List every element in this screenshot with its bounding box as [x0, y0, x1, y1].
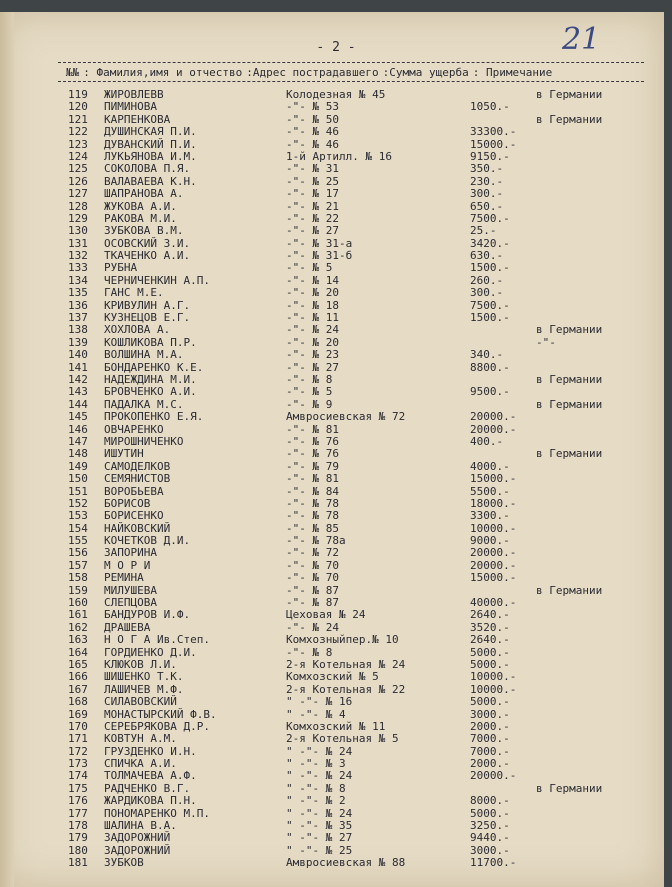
row-damage-sum: 2000.- — [470, 719, 510, 733]
row-number: 152 — [68, 496, 88, 510]
row-name: ЗАДОРОЖНИЙ — [104, 843, 171, 857]
row-name: ВОЛШИНА М.А. — [104, 348, 184, 362]
row-address: 1-й Артилл. № 16 — [286, 149, 392, 163]
row-address: " -"- № 24 — [286, 769, 353, 783]
row-damage-sum: 25.- — [470, 224, 497, 238]
table-row — [0, 101, 672, 113]
row-name: МИРОШНИЧЕНКО — [104, 434, 184, 448]
row-number: 169 — [68, 707, 88, 721]
table-row — [0, 126, 672, 138]
row-damage-sum: 5000.- — [470, 657, 510, 671]
header-damage: :Сумма ущерба — [382, 66, 469, 79]
row-address: -"- № 18 — [286, 298, 339, 312]
table-row — [0, 386, 672, 398]
table-row — [0, 733, 672, 745]
row-note: в Германии — [536, 397, 603, 411]
row-number: 131 — [68, 236, 88, 250]
table-row — [0, 163, 672, 175]
row-damage-sum: 18000.- — [470, 496, 517, 510]
row-address: -"- № 81 — [286, 422, 339, 436]
row-number: 173 — [68, 757, 88, 771]
table-row — [0, 411, 672, 423]
row-number: 143 — [68, 385, 88, 399]
row-note: в Германии — [536, 112, 603, 126]
row-address: Комхозский № 11 — [286, 719, 386, 733]
row-address: -"- № 87 — [286, 583, 339, 597]
row-address: " -"- № 16 — [286, 695, 353, 709]
row-number: 149 — [68, 459, 88, 473]
row-name: САМОДЕЛКОВ — [104, 459, 171, 473]
row-address: " -"- № 4 — [286, 707, 346, 721]
row-name: ЛАШИЧЕВ М.Ф. — [104, 682, 184, 696]
row-name: ИШУТИН — [104, 447, 144, 461]
row-number: 141 — [68, 360, 88, 374]
row-damage-sum: 300.- — [470, 187, 504, 201]
row-name: НАДЕЖДИНА М.И. — [104, 372, 197, 386]
header-name: : Фамилия,имя и отчество — [83, 66, 243, 79]
row-number: 136 — [68, 298, 88, 312]
row-name: ДРАШЕВА — [104, 620, 151, 634]
row-damage-sum: 11700.- — [470, 856, 517, 870]
header-rule-bottom — [58, 81, 644, 82]
row-damage-sum: 3000.- — [470, 707, 510, 721]
row-damage-sum: 3000.- — [470, 843, 510, 857]
row-number: 162 — [68, 620, 88, 634]
header-num: №№ — [66, 66, 80, 79]
row-name: ГРУЗДЕНКО И.Н. — [104, 744, 197, 758]
table-row — [0, 473, 672, 485]
row-address: -"- № 46 — [286, 125, 339, 139]
row-number: 139 — [68, 335, 88, 349]
row-damage-sum: 10000.- — [470, 521, 517, 535]
row-number: 123 — [68, 137, 88, 151]
row-damage-sum: 340.- — [470, 348, 504, 362]
row-address: " -"- № 24 — [286, 806, 353, 820]
row-number: 144 — [68, 397, 88, 411]
row-name: ПИМИНОВА — [104, 100, 157, 114]
row-number: 121 — [68, 112, 88, 126]
row-note: в Германии — [536, 583, 603, 597]
row-name: МОНАСТЫРСКИЙ Ф.В. — [104, 707, 217, 721]
table-row — [0, 225, 672, 237]
header-rule-top — [58, 62, 644, 63]
row-address: " -"- № 24 — [286, 744, 353, 758]
row-address: 2-я Котельная № 24 — [286, 657, 406, 671]
row-number: 133 — [68, 261, 88, 275]
row-name: ТОЛМАЧЕВА А.Ф. — [104, 769, 197, 783]
row-address: -"- № 23 — [286, 348, 339, 362]
row-number: 159 — [68, 583, 88, 597]
table-row — [0, 547, 672, 559]
table-row — [0, 857, 672, 869]
row-damage-sum: 260.- — [470, 273, 504, 287]
row-number: 127 — [68, 187, 88, 201]
row-name: ОВЧАРЕНКО — [104, 422, 164, 436]
row-name: ГОРДИЕНКО Д.И. — [104, 645, 197, 659]
row-damage-sum: 1050.- — [470, 100, 510, 114]
row-name: КЛЮКОВ Л.И. — [104, 657, 177, 671]
row-name: ЛУКЬЯНОВА И.М. — [104, 149, 197, 163]
row-number: 135 — [68, 286, 88, 300]
row-address: -"- № 78 — [286, 496, 339, 510]
row-name: ШИШЕНКО Т.К. — [104, 670, 184, 684]
row-name: ЗУБКОВА В.М. — [104, 224, 184, 238]
row-name: КОШЛИКОВА П.Р. — [104, 335, 197, 349]
row-number: 156 — [68, 546, 88, 560]
row-number: 164 — [68, 645, 88, 659]
row-number: 130 — [68, 224, 88, 238]
row-name: ГАНС М.Е. — [104, 286, 164, 300]
row-number: 145 — [68, 410, 88, 424]
row-name: ЗАПОРИНА — [104, 546, 157, 560]
row-name: М О Р И — [104, 558, 151, 572]
row-number: 142 — [68, 372, 88, 386]
row-name: КАРПЕНКОВА — [104, 112, 171, 126]
archive-page-number: 21 — [562, 22, 601, 57]
row-note: в Германии — [536, 372, 603, 386]
row-number: 177 — [68, 806, 88, 820]
row-address: -"- № 27 — [286, 224, 339, 238]
row-name: РАДЧЕНКО В.Г. — [104, 781, 191, 795]
row-number: 172 — [68, 744, 88, 758]
row-name: СЕРЕБРЯКОВА Д.Р. — [104, 719, 210, 733]
row-name: БРОВЧЕНКО А.И. — [104, 385, 197, 399]
row-number: 181 — [68, 856, 88, 870]
page-number: - 2 - — [316, 40, 356, 55]
row-address: Амвросиевская № 72 — [286, 410, 406, 424]
row-address: " -"- № 27 — [286, 831, 353, 845]
row-damage-sum: 2000.- — [470, 757, 510, 771]
row-name: ДУШИНСКАЯ П.И. — [104, 125, 197, 139]
row-address: -"- № 85 — [286, 521, 339, 535]
row-number: 158 — [68, 571, 88, 585]
row-number: 119 — [68, 88, 88, 101]
row-damage-sum: 2640.- — [470, 608, 510, 622]
row-address: -"- № 24 — [286, 323, 339, 337]
row-address: Комхозский № 5 — [286, 670, 379, 684]
row-address: " -"- № 8 — [286, 781, 346, 795]
row-name: ДУВАНСКИЙ П.И. — [104, 137, 197, 151]
row-damage-sum: 20000.- — [470, 410, 517, 424]
row-address: -"- № 31-а — [286, 236, 353, 250]
row-damage-sum: 3250.- — [470, 819, 510, 833]
row-damage-sum: 9500.- — [470, 385, 510, 399]
row-address: -"- № 78 — [286, 509, 339, 523]
row-damage-sum: 7000.- — [470, 732, 510, 746]
row-name: МИЛУШЕВА — [104, 583, 157, 597]
row-name: ОСОВСКИЙ З.И. — [104, 236, 191, 250]
row-damage-sum: 33300.- — [470, 125, 517, 139]
row-address: -"- № 87 — [286, 596, 339, 610]
row-name: БОРИСЕНКО — [104, 509, 164, 523]
row-damage-sum: 10000.- — [470, 682, 517, 696]
row-damage-sum: 10000.- — [470, 670, 517, 684]
row-address: -"- № 31 — [286, 162, 339, 176]
row-damage-sum: 5500.- — [470, 484, 510, 498]
row-address: Амвросиевская № 88 — [286, 856, 406, 870]
row-damage-sum: 7000.- — [470, 744, 510, 758]
row-name: СЛЕПЦОВА — [104, 596, 157, 610]
row-name: ЗАДОРОЖНИЙ — [104, 831, 171, 845]
row-name: ПАДАЛКА М.С. — [104, 397, 184, 411]
row-number: 147 — [68, 434, 88, 448]
row-damage-sum: 630.- — [470, 249, 504, 263]
row-address: -"- № 76 — [286, 434, 339, 448]
row-damage-sum: 40000.- — [470, 596, 517, 610]
table-row — [0, 250, 672, 262]
row-address: -"- № 14 — [286, 273, 339, 287]
table-row — [0, 349, 672, 361]
row-number: 146 — [68, 422, 88, 436]
table-header — [66, 66, 556, 79]
row-address: -"- № 24 — [286, 620, 339, 634]
row-damage-sum: 400.- — [470, 434, 504, 448]
row-number: 166 — [68, 670, 88, 684]
table-row — [0, 510, 672, 522]
row-number: 165 — [68, 657, 88, 671]
row-name: КОЧЕТКОВ Д.И. — [104, 534, 191, 548]
row-damage-sum: 9150.- — [470, 149, 510, 163]
table-row — [0, 609, 672, 621]
row-address: -"- № 81 — [286, 472, 339, 486]
row-name: СЕМЯНИСТОВ — [104, 472, 171, 486]
row-number: 129 — [68, 211, 88, 225]
table-row — [0, 324, 672, 336]
row-number: 167 — [68, 682, 88, 696]
row-name: ПРОКОПЕНКО Е.Я. — [104, 410, 204, 424]
row-name: ПОНОМАРЕНКО М.П. — [104, 806, 210, 820]
row-number: 126 — [68, 174, 88, 188]
table-row — [0, 374, 672, 386]
row-damage-sum: 20000.- — [470, 558, 517, 572]
row-address: -"- № 53 — [286, 100, 339, 114]
row-name: КОВТУН А.М. — [104, 732, 177, 746]
table-row — [0, 188, 672, 200]
row-number: 179 — [68, 831, 88, 845]
row-number: 151 — [68, 484, 88, 498]
row-number: 138 — [68, 323, 88, 337]
row-number: 180 — [68, 843, 88, 857]
row-number: 161 — [68, 608, 88, 622]
row-number: 168 — [68, 695, 88, 709]
row-name: ЖАРДИКОВА П.Н. — [104, 794, 197, 808]
row-address: -"- № 31-б — [286, 249, 353, 263]
row-address: -"- № 76 — [286, 447, 339, 461]
row-address: -"- № 5 — [286, 385, 333, 399]
row-address: -"- № 70 — [286, 558, 339, 572]
row-damage-sum: 15000.- — [470, 137, 517, 151]
row-number: 175 — [68, 781, 88, 795]
row-damage-sum: 20000.- — [470, 422, 517, 436]
row-address: 2-я Котельная № 22 — [286, 682, 406, 696]
row-address: -"- № 70 — [286, 571, 339, 585]
row-damage-sum: 3520.- — [470, 620, 510, 634]
row-number: 134 — [68, 273, 88, 287]
row-damage-sum: 300.- — [470, 286, 504, 300]
row-note: -"- — [536, 335, 556, 349]
row-name: ЧЕРНИЧЕНКИН А.П. — [104, 273, 210, 287]
row-name: СИЛАВОВСКИЙ — [104, 695, 177, 709]
row-address: -"- № 27 — [286, 360, 339, 374]
row-name: ЖИРОВЛЕВВ — [104, 88, 164, 101]
row-damage-sum: 1500.- — [470, 261, 510, 275]
row-address: -"- № 20 — [286, 335, 339, 349]
row-damage-sum: 4000.- — [470, 459, 510, 473]
row-address: -"- № 79 — [286, 459, 339, 473]
row-damage-sum: 1500.- — [470, 311, 510, 325]
row-number: 132 — [68, 249, 88, 263]
row-name: ЖУКОВА А.И. — [104, 199, 177, 213]
row-note: в Германии — [536, 88, 603, 101]
table-row — [0, 572, 672, 584]
row-damage-sum: 230.- — [470, 174, 504, 188]
row-address: -"- № 5 — [286, 261, 333, 275]
row-damage-sum: 3420.- — [470, 236, 510, 250]
row-number: 128 — [68, 199, 88, 213]
row-note: в Германии — [536, 447, 603, 461]
row-number: 148 — [68, 447, 88, 461]
row-address: -"- № 8 — [286, 645, 333, 659]
row-damage-sum: 15000.- — [470, 472, 517, 486]
row-address: Цеховая № 24 — [286, 608, 366, 622]
table-row — [0, 287, 672, 299]
table-row — [0, 696, 672, 708]
table-row — [0, 671, 672, 683]
row-damage-sum: 7500.- — [470, 211, 510, 225]
row-damage-sum: 650.- — [470, 199, 504, 213]
row-number: 157 — [68, 558, 88, 572]
row-name: КУЗНЕЦОВ Е.Г. — [104, 311, 191, 325]
table-row — [0, 262, 672, 274]
row-name: РАКОВА М.И. — [104, 211, 177, 225]
row-address: 2-я Котельная № 5 — [286, 732, 399, 746]
row-name: ВАЛАВАЕВА К.Н. — [104, 174, 197, 188]
row-address: -"- № 50 — [286, 112, 339, 126]
table-row — [0, 832, 672, 844]
row-address: Комхозныйпер.№ 10 — [286, 633, 399, 647]
row-damage-sum: 9000.- — [470, 534, 510, 548]
row-name: БОНДАРЕНКО К.Е. — [104, 360, 204, 374]
row-number: 125 — [68, 162, 88, 176]
row-name: ХОХЛОВА А. — [104, 323, 171, 337]
row-note: в Германии — [536, 323, 603, 337]
row-note: в Германии — [536, 781, 603, 795]
row-address: " -"- № 25 — [286, 843, 353, 857]
row-address: -"- № 20 — [286, 286, 339, 300]
table-row — [0, 795, 672, 807]
row-name: БОРИСОВ — [104, 496, 151, 510]
row-number: 170 — [68, 719, 88, 733]
row-name: РУБНА — [104, 261, 138, 275]
row-number: 122 — [68, 125, 88, 139]
row-number: 160 — [68, 596, 88, 610]
row-address: -"- № 17 — [286, 187, 339, 201]
row-address: -"- № 9 — [286, 397, 333, 411]
table-row — [0, 634, 672, 646]
row-damage-sum: 5000.- — [470, 695, 510, 709]
row-damage-sum: 3300.- — [470, 509, 510, 523]
row-damage-sum: 8000.- — [470, 794, 510, 808]
header-address: :Адрес пострадавшего — [246, 66, 379, 79]
row-address: " -"- № 3 — [286, 757, 346, 771]
row-name: СПИЧКА А.И. — [104, 757, 177, 771]
row-number: 174 — [68, 769, 88, 783]
row-damage-sum: 5000.- — [470, 806, 510, 820]
victim-list — [0, 89, 672, 870]
row-number: 137 — [68, 311, 88, 325]
row-name: ШАЛИНА В.А. — [104, 819, 177, 833]
row-damage-sum: 8800.- — [470, 360, 510, 374]
row-damage-sum: 9440.- — [470, 831, 510, 845]
row-damage-sum: 20000.- — [470, 769, 517, 783]
row-name: НАЙКОВСКИЙ — [104, 521, 171, 535]
row-name: БАНДУРОВ И.Ф. — [104, 608, 191, 622]
row-number: 150 — [68, 472, 88, 486]
row-damage-sum: 20000.- — [470, 546, 517, 560]
row-damage-sum: 7500.- — [470, 298, 510, 312]
row-address: -"- № 78а — [286, 534, 346, 548]
row-name: ВОРОБЬЕВА — [104, 484, 164, 498]
row-address: -"- № 46 — [286, 137, 339, 151]
row-number: 171 — [68, 732, 88, 746]
row-address: Колодезная № 45 — [286, 88, 386, 101]
row-address: -"- № 8 — [286, 372, 333, 386]
row-name: ШАПРАНОВА А. — [104, 187, 184, 201]
row-damage-sum: 350.- — [470, 162, 504, 176]
row-name: ЗУБКОВ — [104, 856, 144, 870]
row-name: РЕМИНА — [104, 571, 144, 585]
row-number: 153 — [68, 509, 88, 523]
row-name: КРИВУЛИН А.Г. — [104, 298, 191, 312]
row-name: СОКОЛОВА П.Я. — [104, 162, 191, 176]
row-address: -"- № 21 — [286, 199, 339, 213]
header-note: : Примечание — [472, 66, 553, 79]
row-address: -"- № 11 — [286, 311, 339, 325]
row-number: 124 — [68, 149, 88, 163]
row-damage-sum: 15000.- — [470, 571, 517, 585]
row-name: ТКАЧЕНКО А.И. — [104, 249, 191, 263]
row-number: 178 — [68, 819, 88, 833]
row-damage-sum: 2640.- — [470, 633, 510, 647]
row-number: 154 — [68, 521, 88, 535]
row-damage-sum: 5000.- — [470, 645, 510, 659]
row-name: Н О Г А Ив.Степ. — [104, 633, 210, 647]
row-number: 140 — [68, 348, 88, 362]
row-number: 176 — [68, 794, 88, 808]
row-address: " -"- № 2 — [286, 794, 346, 808]
row-number: 155 — [68, 534, 88, 548]
row-address: -"- № 25 — [286, 174, 339, 188]
row-number: 120 — [68, 100, 88, 114]
row-address: -"- № 84 — [286, 484, 339, 498]
table-row — [0, 448, 672, 460]
row-address: -"- № 72 — [286, 546, 339, 560]
row-address: " -"- № 35 — [286, 819, 353, 833]
row-number: 163 — [68, 633, 88, 647]
row-address: -"- № 22 — [286, 211, 339, 225]
